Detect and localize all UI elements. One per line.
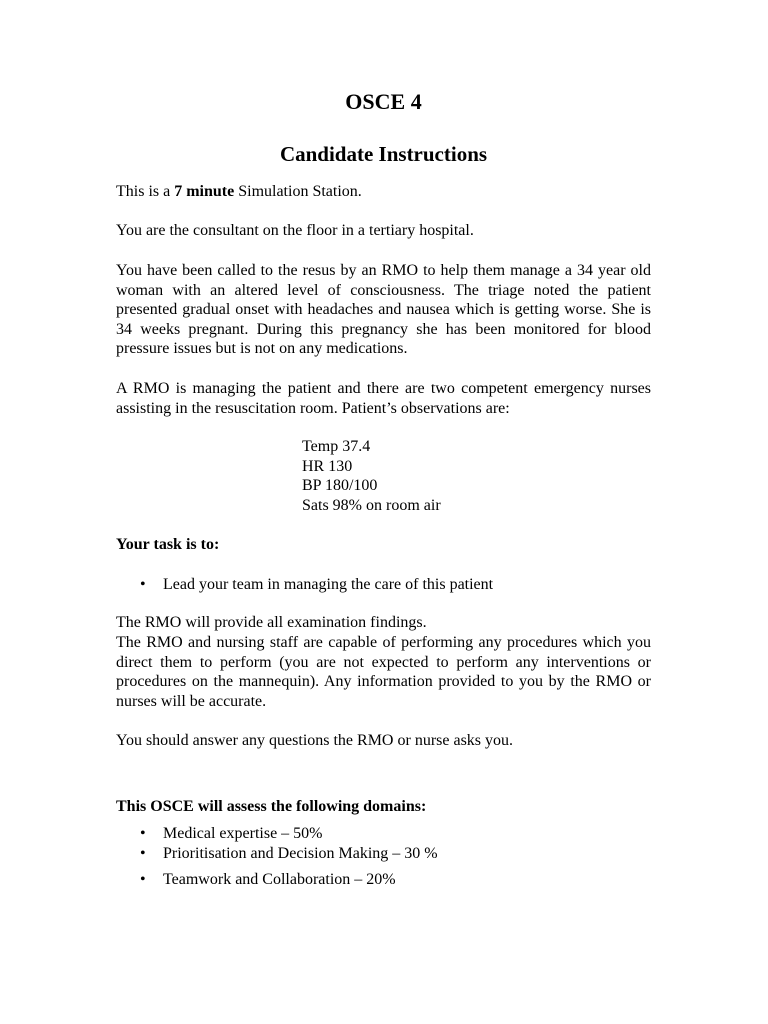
observation-hr: HR 130 (302, 457, 353, 475)
task-list (116, 575, 651, 595)
intro-prefix: This is a (116, 183, 175, 200)
observation-temp: Temp 37.4 (302, 438, 371, 455)
task-heading: Your task is to: (116, 536, 220, 553)
domains-heading: This OSCE will assess the following domains: (116, 798, 427, 815)
domain-item-text: Teamwork and Collaboration – 20% (163, 871, 396, 889)
domain-item-text: Medical expertise – 50% (163, 825, 323, 842)
bullet-icon: • (140, 576, 146, 593)
domain-item (116, 870, 651, 890)
staffing-paragraph: A RMO is managing the patient and there are two competent emergency nurses assisting in the resuscitation room. Patient’s observations are: (116, 380, 651, 417)
document-page (116, 0, 651, 1024)
scenario-paragraph: You have been called to the resus by an RMO to help them manage a 34 year old woman with an altered level of consciousness. The triage noted the patient presented gradual onset with headaches and nausea which is getting worse. She is 34 weeks pregnant. During this pregnancy she has been monitored for blood pressure issues but is not on any medications. (116, 262, 651, 358)
page-subtitle: Candidate Instructions (279, 142, 488, 166)
domains-list (116, 824, 651, 890)
role-paragraph: You are the consultant on the floor in a tertiary hospital. (116, 222, 474, 239)
intro-paragraph (116, 182, 651, 202)
task-item-text: Lead your team in managing the care of this patient (163, 576, 494, 593)
intro-duration: 7 minute (174, 183, 235, 200)
procedures-note: The RMO and nursing staff are capable of performing any procedures which you direct them to perform (you are not expected to perform any interventions or procedures on the mannequin). Any information provided to you by the RMO or nurses will be accurate. (116, 634, 651, 710)
bullet-icon: • (140, 844, 146, 862)
observations-list (302, 437, 441, 515)
examination-note: The RMO will provide all examination findings. (116, 614, 427, 631)
questions-note: You should answer any questions the RMO or nurse asks you. (116, 732, 514, 749)
domain-item (116, 824, 651, 844)
domain-item (116, 844, 651, 864)
observation-sats: Sats 98% on room air (302, 496, 441, 514)
bullet-icon: • (140, 871, 146, 889)
bullet-icon: • (140, 825, 146, 842)
page-title: OSCE 4 (345, 89, 422, 114)
observation-bp: BP 180/100 (302, 477, 378, 495)
domain-item-text: Prioritisation and Decision Making – 30 % (163, 844, 438, 862)
task-item (116, 575, 651, 595)
intro-suffix: Simulation Station. (234, 183, 362, 200)
